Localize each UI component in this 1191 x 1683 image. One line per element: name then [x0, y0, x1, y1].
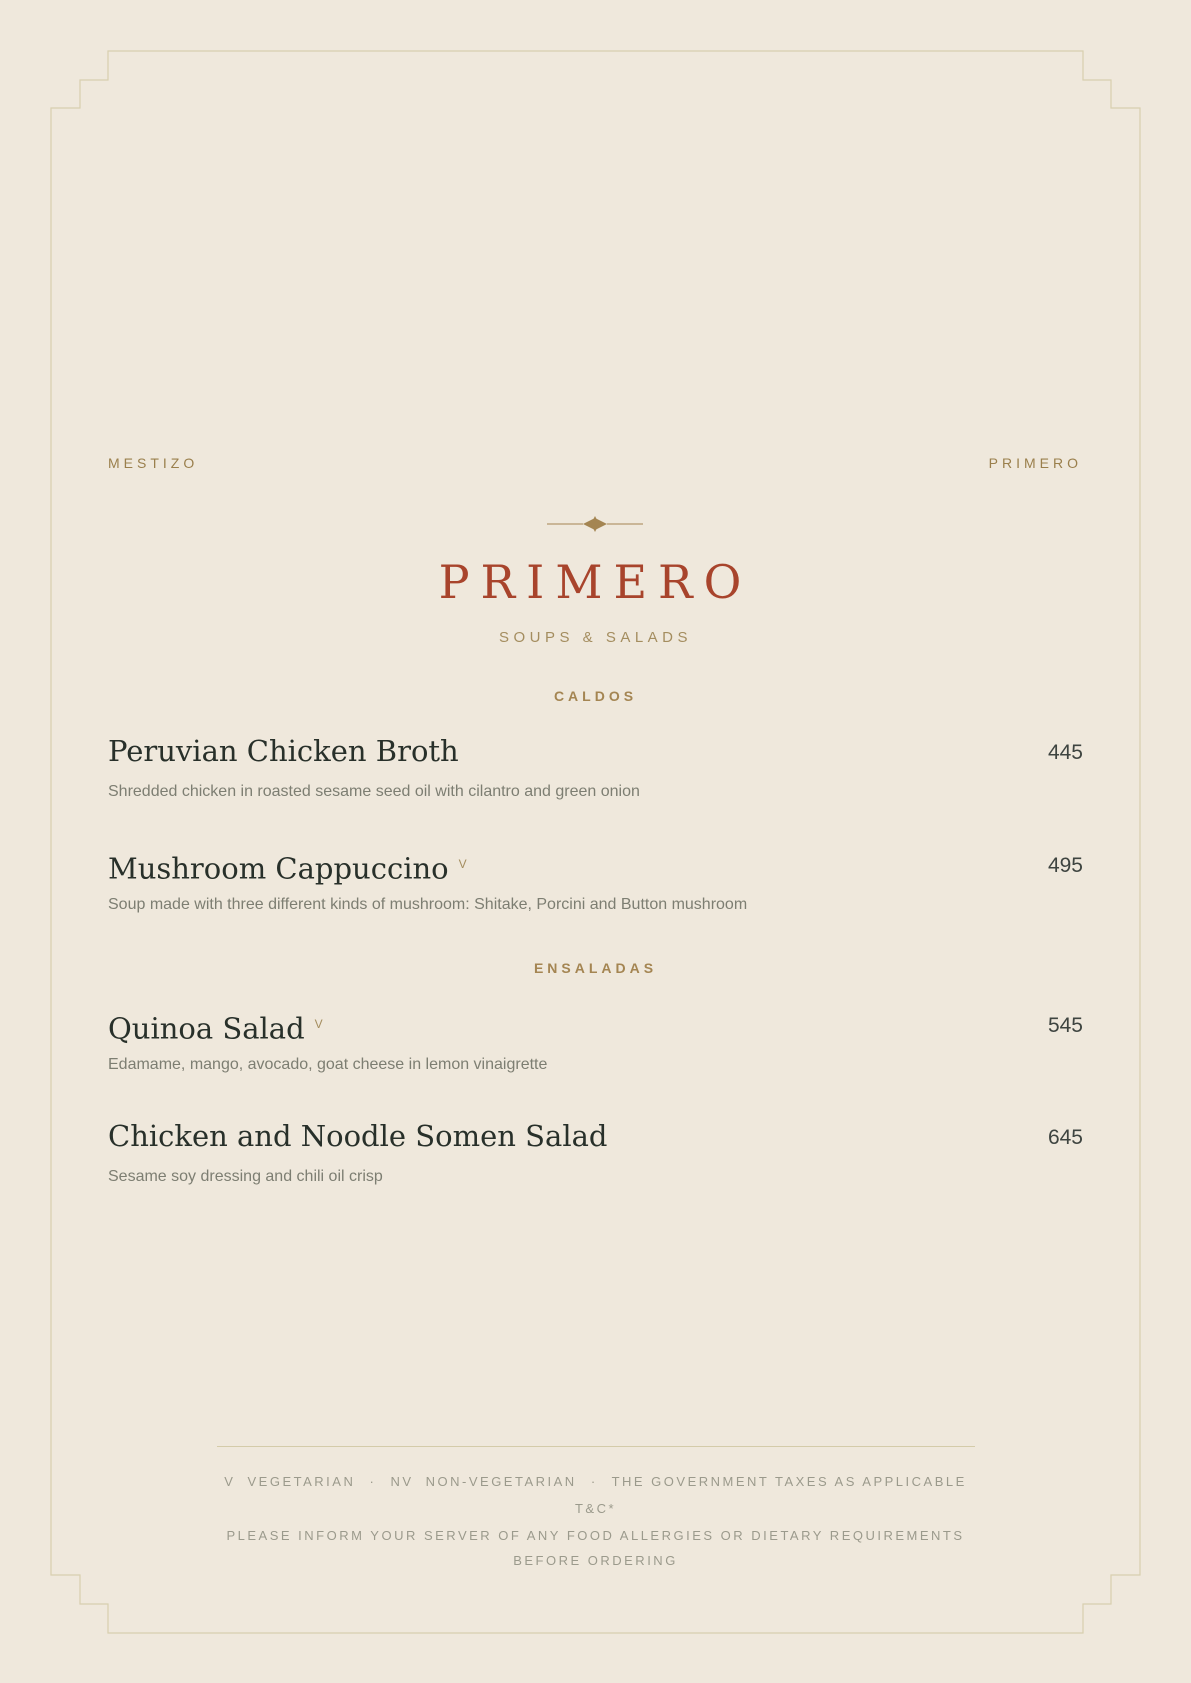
legend-separator: · — [369, 1474, 377, 1489]
legend-separator: · — [590, 1474, 598, 1489]
item-name: Quinoa Salad $^V$ — [108, 1011, 323, 1046]
page-title: PRIMERO — [438, 555, 753, 609]
item-description: Soup made with three different kinds of mushroom: Shitake, Porcini and Button mushroom — [108, 896, 748, 913]
item-price: 495 — [1047, 854, 1083, 877]
item-description: Sesame soy dressing and chili oil crisp — [108, 1168, 383, 1185]
item-name: Mushroom Cappuccino $^V$ — [108, 851, 467, 886]
running-head-restaurant: MESTIZO — [108, 455, 199, 471]
legend-label-nonveg: NON-VEGETARIAN — [425, 1474, 577, 1489]
running-head-section: PRIMERO — [988, 455, 1082, 471]
diamond-ornament-icon — [547, 514, 643, 534]
footer-legend — [0, 1474, 1191, 1489]
allergy-note-line-2: BEFORE ORDERING — [513, 1553, 678, 1568]
item-name: Peruvian Chicken Broth — [108, 734, 459, 768]
section-label-ensaladas: ENSALADAS — [533, 960, 658, 976]
terms-note: T&C* — [574, 1501, 617, 1516]
section-label-caldos: CALDOS — [553, 688, 638, 704]
vegetarian-mark: V — [458, 857, 467, 871]
vegetarian-mark: V — [314, 1017, 323, 1031]
page-subtitle: SOUPS & SALADS — [498, 629, 693, 646]
allergy-note-line-1: PLEASE INFORM YOUR SERVER OF ANY FOOD ALLERGIES OR DIETARY REQUIREMENTS — [226, 1528, 965, 1543]
taxes-note: THE GOVERNMENT TAXES AS APPLICABLE — [611, 1474, 967, 1489]
item-price: 445 — [1047, 741, 1083, 764]
footer-divider — [217, 1446, 975, 1447]
item-price: 645 — [1047, 1126, 1083, 1149]
item-price: 545 — [1047, 1014, 1083, 1037]
legend-label-veg: VEGETARIAN — [247, 1474, 356, 1489]
item-description: Shredded chicken in roasted sesame seed oil with cilantro and green onion — [108, 783, 640, 800]
legend-code-nonveg: NV — [390, 1474, 414, 1489]
legend-code-veg: V — [224, 1474, 236, 1489]
item-description: Edamame, mango, avocado, goat cheese in lemon vinaigrette — [108, 1056, 548, 1073]
item-name: Chicken and Noodle Somen Salad — [108, 1119, 608, 1153]
